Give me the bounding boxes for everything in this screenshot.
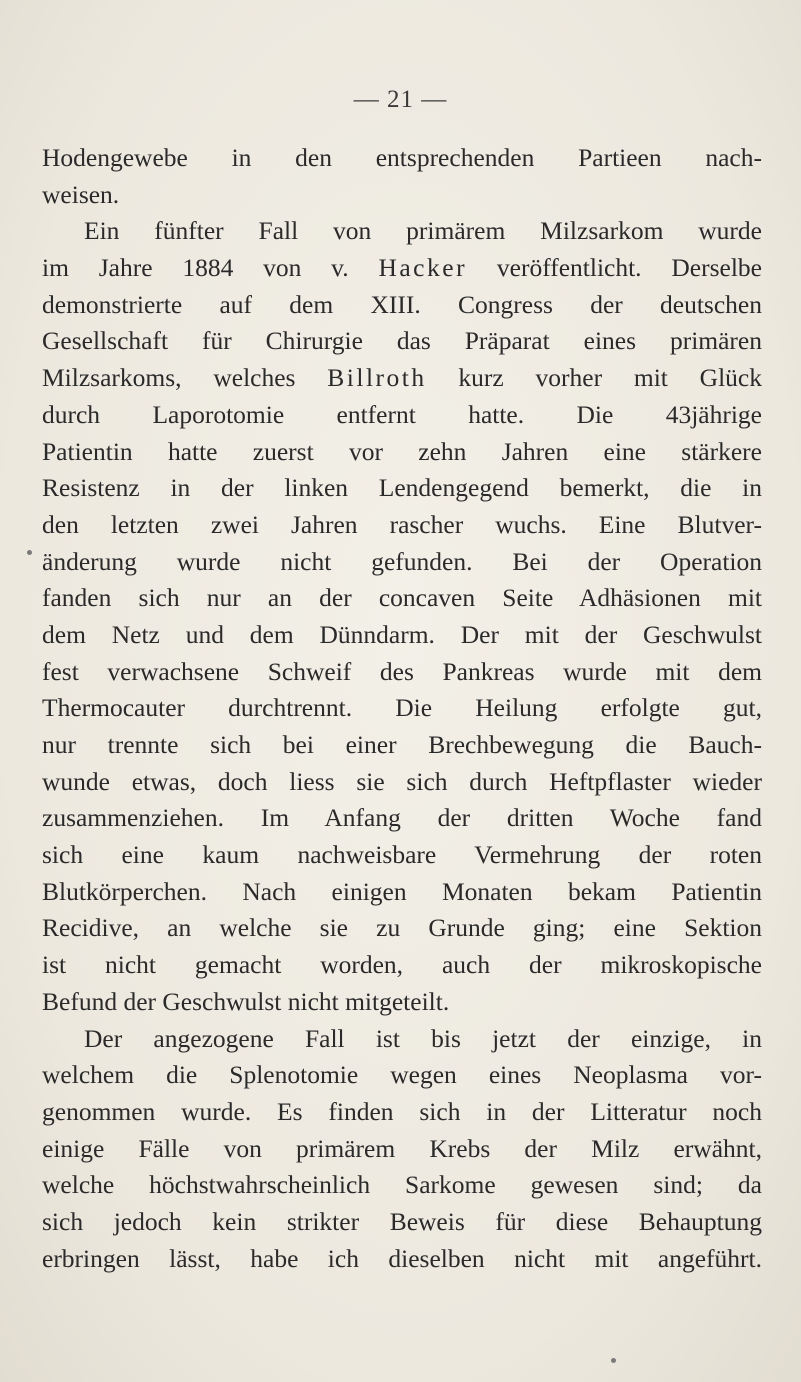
text-line: Der angezogene Fall ist bis jetzt der einzige, in	[84, 1023, 762, 1053]
text-line: zusammenziehen. Im Anfang der dritten Woche fand	[42, 803, 762, 833]
spaced-name: Billroth	[327, 363, 427, 393]
text-line: einige Fälle von primärem Krebs der Milz erwähnt,	[42, 1133, 762, 1163]
text-line: nur trennte sich bei einer Brechbewegung die Bauch-	[42, 730, 762, 759]
text-line: Resistenz in der linken Lendengegend bemerkt, die in	[42, 473, 762, 503]
paragraph-3	[42, 1021, 762, 1278]
text-line: änderung wurde nicht gefunden. Bei der Operation	[42, 546, 762, 576]
paragraph-2	[42, 213, 762, 1020]
text-line: sich jedoch kein strikter Beweis für diese Behauptung	[42, 1206, 762, 1236]
text-line: dem Netz und dem Dünndarm. Der mit der Geschwulst	[42, 619, 762, 649]
text-line: weisen.	[42, 179, 120, 209]
text-line: Befund der Geschwulst nicht mitgeteilt.	[42, 986, 450, 1016]
page-speck	[611, 1358, 616, 1363]
text-line-billroth: Milzsarkoms, welches Billroth kurz vorher mit Glück	[42, 363, 763, 393]
paragraph-1	[42, 140, 762, 213]
text-line: durch Laporotomie entfernt hatte. Die 43jährige	[42, 399, 762, 429]
text-line-hacker: im Jahre 1884 von v. Hacker veröffentlicht. Derselbe	[42, 253, 762, 283]
margin-speck	[27, 550, 32, 555]
spaced-name: Hacker	[378, 253, 468, 283]
text-line: sich eine kaum nachweisbare Vermehrung der roten	[42, 840, 762, 870]
text-line: genommen wurde. Es finden sich in der Litteratur noch	[42, 1096, 762, 1126]
text-line: den letzten zwei Jahren rascher wuchs. Eine Blutver-	[42, 509, 762, 539]
body-text	[42, 140, 762, 1277]
text-line: wunde etwas, doch liess sie sich durch Heftpflaster wieder	[42, 766, 762, 796]
text-line: fest verwachsene Schweif des Pankreas wurde mit dem	[42, 656, 762, 686]
text-line: Hodengewebe in den entsprechenden Partieen nach-	[42, 143, 762, 172]
text-line: Patientin hatte zuerst vor zehn Jahren eine stärkere	[42, 436, 762, 466]
text-line: erbringen lässt, habe ich dieselben nicht mit angeführt.	[42, 1243, 762, 1273]
text-line: Ein fünfter Fall von primärem Milzsarkom wurde	[84, 216, 762, 246]
text-line: ist nicht gemacht worden, auch der mikroskopische	[42, 950, 762, 980]
text-line: Thermocauter durchtrennt. Die Heilung erfolgte gut,	[42, 693, 762, 723]
text-line: demonstrierte auf dem XIII. Congress der deutschen	[42, 289, 762, 319]
page-number: — 21 —	[353, 86, 448, 113]
text-line: welche höchstwahrscheinlich Sarkome gewesen sind; da	[42, 1170, 762, 1200]
text-line: Blutkörperchen. Nach einigen Monaten bekam Patientin	[42, 876, 762, 906]
text-line: fanden sich nur an der concaven Seite Adhäsionen mit	[42, 583, 762, 613]
text-line: Recidive, an welche sie zu Grunde ging; eine Sektion	[42, 913, 762, 943]
text-line: welchem die Splenotomie wegen eines Neoplasma vor-	[42, 1060, 762, 1090]
text-line: Gesellschaft für Chirurgie das Präparat eines primären	[42, 326, 762, 356]
